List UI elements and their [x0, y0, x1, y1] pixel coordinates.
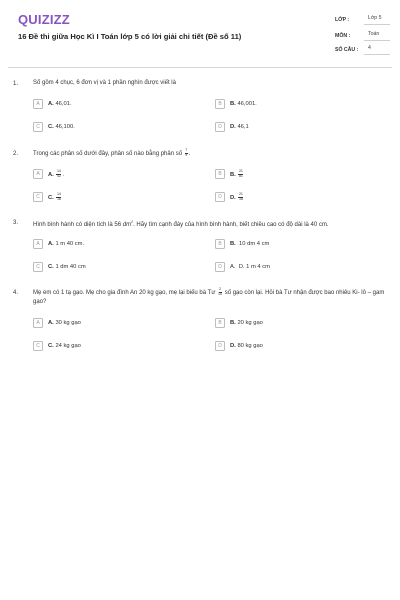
option-prefix: C.: [48, 124, 54, 130]
question-3-number: 3.: [13, 220, 19, 226]
fraction: [56, 170, 61, 179]
option-text: .: [62, 171, 65, 178]
fraction: [56, 193, 61, 202]
option-text: D. 1 m 4 cm: [238, 264, 270, 270]
question-text-part: . Hãy tìm cạnh đáy của hình bình hành, biết chiều cao có độ dài là 40 cm.: [133, 222, 329, 228]
option-text: 10 dm 4 cm: [239, 241, 270, 247]
question-text-part: Hình bình hành có diện tích là 56: [33, 222, 122, 228]
question-1-option-b[interactable]: [215, 99, 257, 109]
option-letter: C: [33, 262, 43, 272]
question-4-option-a[interactable]: [33, 318, 81, 328]
fraction-denominator: 18: [238, 196, 243, 201]
option-prefix: C.: [48, 343, 54, 349]
meta-value-class: Lớp 5: [364, 15, 390, 25]
option-text: 1 dm 40 cm: [55, 264, 86, 270]
option-letter: C: [33, 341, 43, 351]
worksheet-title: 16 Đề thi giữa Học Kì I Toán lớp 5 có lời giải chi tiết (Đề số 11): [18, 32, 242, 41]
fraction: [238, 170, 243, 179]
question-2-text: Trong các phân số dưới đây, phân số nào bằng phân số $\frac{7}{9}$ .: [33, 148, 191, 157]
question-1-number: 1.: [13, 81, 19, 87]
option-letter: B: [215, 239, 225, 249]
question-text-part: Mẹ em có 1 tạ gạo. Mẹ cho gia đình An 20 kg gạo, mẹ lại biếu bà Tư: [33, 289, 216, 296]
option-prefix: B.: [230, 171, 236, 178]
question-2-option-a[interactable]: [33, 169, 64, 179]
question-3-text: [33, 218, 385, 230]
option-text: 46,100.: [55, 124, 75, 130]
question-1-text: Số gồm 4 chục, 6 đơn vị và 1 phần nghìn được viết là: [33, 80, 176, 86]
option-prefix: D.: [230, 343, 236, 349]
option-prefix: A.: [48, 101, 54, 107]
option-prefix: C.: [48, 194, 54, 201]
header-divider: [8, 67, 392, 68]
question-4-option-d[interactable]: [215, 341, 263, 351]
fraction: [218, 288, 222, 297]
question-2-number: 2.: [13, 151, 19, 157]
option-prefix: D.: [230, 124, 236, 130]
option-text: 46,001.: [237, 101, 257, 107]
question-2-option-b[interactable]: [215, 169, 244, 179]
meta-value-subject: Toán: [364, 31, 390, 41]
fraction-numerator: 14: [56, 191, 61, 196]
option-text: 20 kg gạo: [237, 320, 263, 326]
option-prefix: B.: [230, 241, 236, 247]
option-letter: B: [215, 318, 225, 328]
option-letter: C: [33, 192, 43, 202]
question-4-option-b[interactable]: [215, 318, 263, 328]
question-3-option-d[interactable]: [215, 262, 270, 272]
question-text-part: số gạo còn lại. Hỏi bà Tư nhận được bao nhiêu Ki- lô – gam gạo?: [33, 289, 385, 305]
option-prefix: A.: [48, 171, 54, 178]
meta-label-count: SỐ CÂU :: [335, 47, 359, 53]
option-letter: D: [215, 262, 225, 272]
fraction-denominator: 81: [238, 173, 243, 178]
option-text: 24 kg gạo: [55, 343, 81, 349]
option-prefix: B.: [230, 101, 236, 107]
option-letter: D: [215, 341, 225, 351]
option-letter: A: [33, 169, 43, 179]
question-2-option-d[interactable]: [215, 192, 244, 202]
option-prefix: A.: [230, 264, 236, 270]
question-text-part: Trong các phân số dưới đây, phân số nào bằng phân số: [33, 150, 183, 157]
question-3-option-b[interactable]: [215, 239, 269, 249]
option-text: 46,1: [237, 124, 249, 130]
question-1-option-d[interactable]: [215, 122, 249, 132]
fraction-numerator: 2: [219, 287, 222, 291]
question-4-text: [33, 288, 385, 307]
option-prefix: A.: [48, 320, 54, 326]
fraction-denominator: 10: [218, 291, 223, 296]
fraction-numerator: 21: [238, 191, 243, 196]
meta-label-subject: MÔN :: [335, 33, 351, 39]
question-3-option-a[interactable]: [33, 239, 84, 249]
option-letter: A: [33, 99, 43, 109]
option-text: 30 kg gạo: [55, 320, 81, 326]
option-prefix: A.: [48, 241, 54, 247]
fraction: [185, 149, 188, 158]
question-1-option-c[interactable]: [33, 122, 75, 132]
unit-exponent: 2: [131, 220, 134, 224]
question-4-option-c[interactable]: [33, 341, 81, 351]
question-4-number: 4.: [13, 290, 19, 296]
option-letter: A: [33, 239, 43, 249]
question-3-option-c[interactable]: [33, 262, 86, 272]
fraction-numerator: 14: [56, 168, 61, 173]
option-prefix: C.: [48, 264, 54, 270]
unit: dm: [122, 222, 132, 228]
option-text: 1 m 40 cm.: [55, 241, 85, 247]
option-letter: B: [215, 99, 225, 109]
option-prefix: D.: [230, 194, 236, 201]
question-2-option-c[interactable]: [33, 192, 62, 202]
fraction-numerator: 7: [185, 148, 188, 152]
fraction-numerator: 21: [238, 168, 243, 173]
option-letter: A: [33, 318, 43, 328]
fraction: [238, 193, 243, 202]
fraction-denominator: 18: [56, 196, 61, 201]
option-letter: D: [215, 122, 225, 132]
option-text: 46,01.: [55, 101, 72, 107]
meta-value-count: 4: [364, 45, 390, 55]
option-letter: C: [33, 122, 43, 132]
fraction-denominator: 42: [56, 173, 61, 178]
quizizz-logo: QUIZIZZ: [18, 12, 70, 27]
option-letter: D: [215, 192, 225, 202]
option-letter: B: [215, 169, 225, 179]
option-text: 80 kg gạo: [237, 343, 263, 349]
fraction-denominator: 9: [185, 152, 188, 157]
question-1-option-a[interactable]: [33, 99, 72, 109]
meta-label-class: LỚP :: [335, 17, 350, 23]
option-prefix: B.: [230, 320, 236, 326]
